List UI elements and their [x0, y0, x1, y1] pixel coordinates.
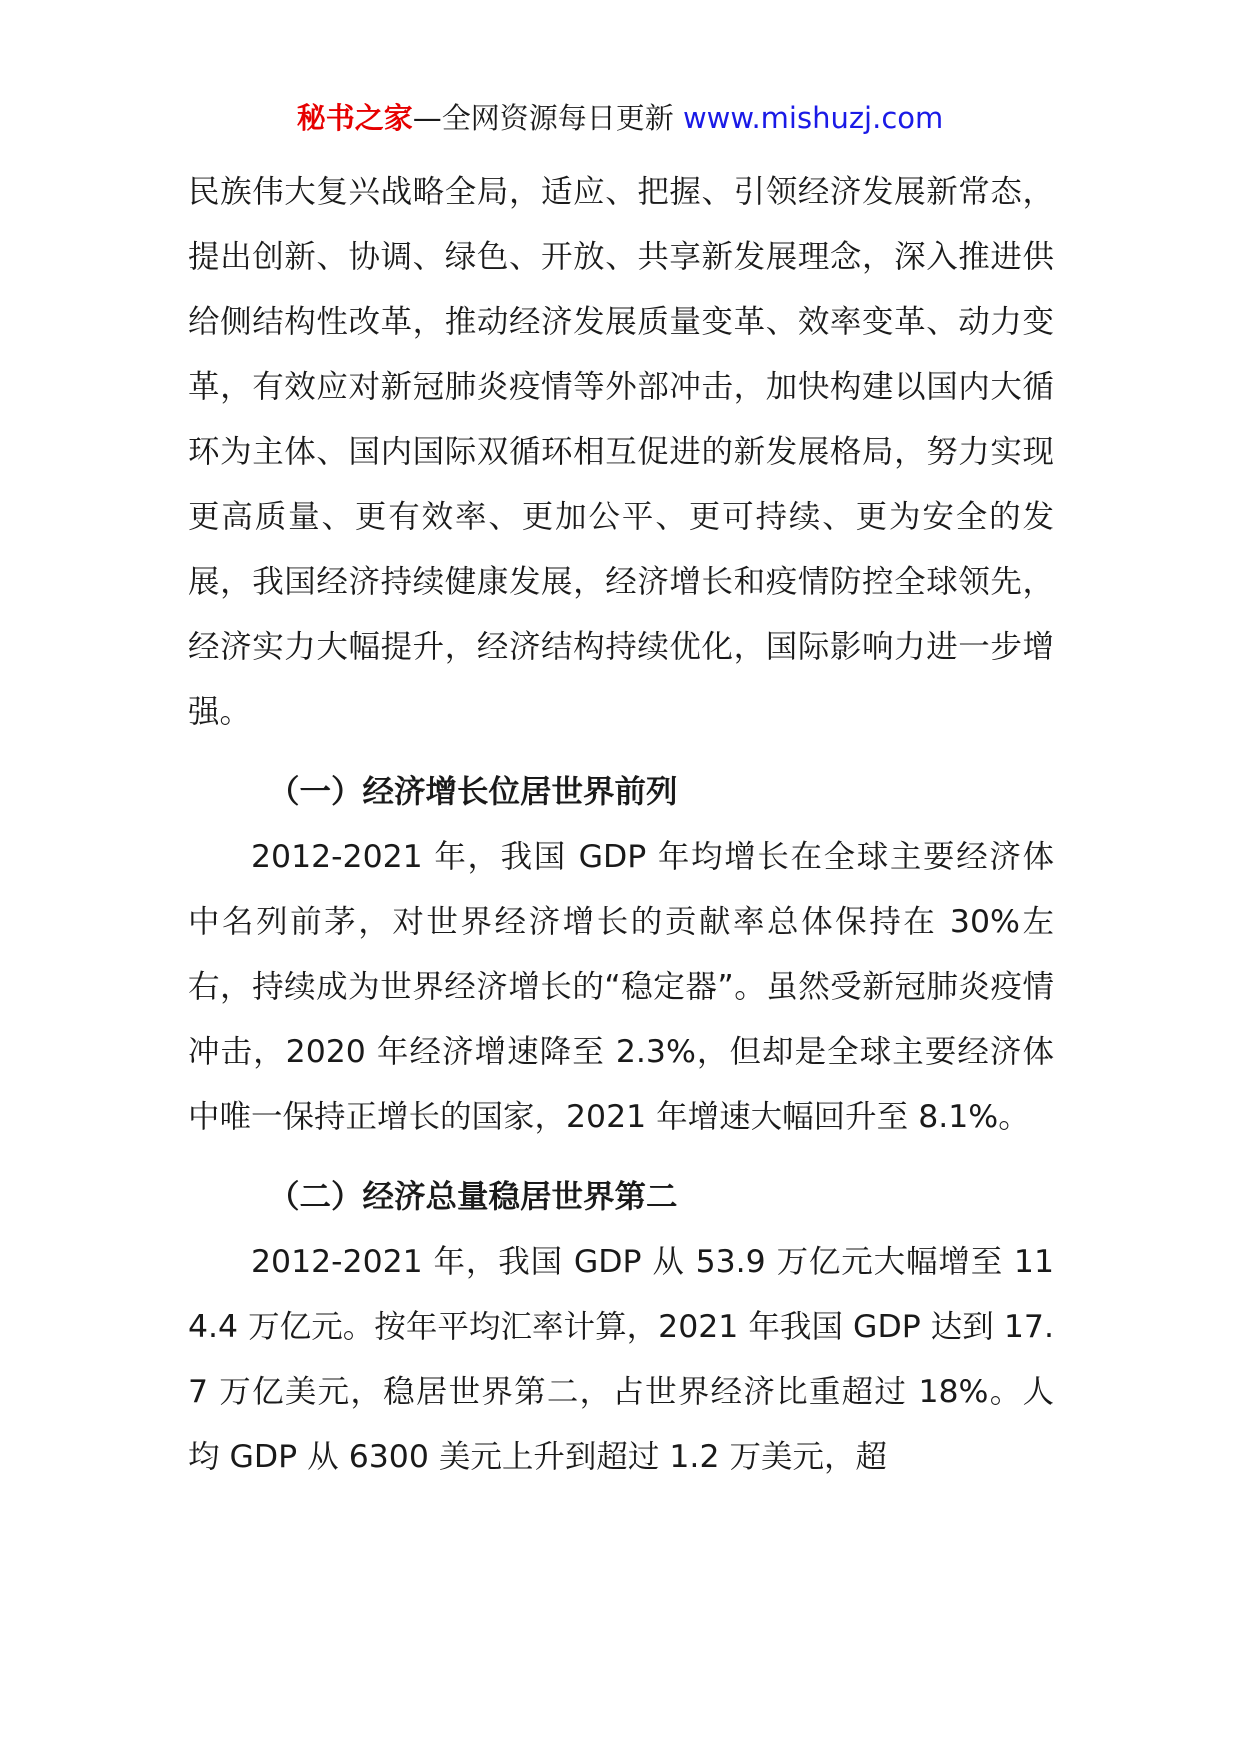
site-url-link[interactable]: www.mishuzj.com	[682, 101, 944, 135]
document-body	[188, 160, 1054, 1490]
section-paragraph-2: 2012-2021 年，我国 GDP 从 53.9 万亿元大幅增至 114.4 万亿元。按年平均汇率计算，2021 年我国 GDP 达到 17.7 万亿美元，稳居世界第二，占世界经济比重超过 18%。人均 GDP 从 6300 美元上升到超过 1.2 万美元，超	[188, 1244, 1054, 1475]
brand-name: 秘书之家	[296, 101, 413, 135]
section-heading-1: （一）经济增长位居世界前列	[268, 774, 678, 810]
section-paragraph-1: 2012-2021 年，我国 GDP 年均增长在全球主要经济体中名列前茅，对世界经济增长的贡献率总体保持在 30%左右，持续成为世界经济增长的“稳定器”。虽然受新冠肺炎疫情冲击，2020 年经济增速降至 2.3%，但却是全球主要经济体中唯一保持正增长的国家，2021 年增速大幅回升至 8.1%。	[188, 839, 1054, 1135]
page-header	[0, 98, 1240, 138]
intro-paragraph: 民族伟大复兴战略全局，适应、把握、引领经济发展新常态，提出创新、协调、绿色、开放、共享新发展理念，深入推进供给侧结构性改革，推动经济发展质量变革、效率变革、动力变革，有效应对新冠肺炎疫情等外部冲击，加快构建以国内大循环为主体、国内国际双循环相互促进的新发展格局，努力实现更高质量、更有效率、更加公平、更可持续、更为安全的发展，我国经济持续健康发展，经济增长和疫情防控全球领先，经济实力大幅提升，经济结构持续优化，国际影响力进一步增强。	[188, 174, 1054, 730]
section-heading-2: （二）经济总量稳居世界第二	[268, 1179, 678, 1215]
header-tagline: —全网资源每日更新	[412, 101, 674, 135]
